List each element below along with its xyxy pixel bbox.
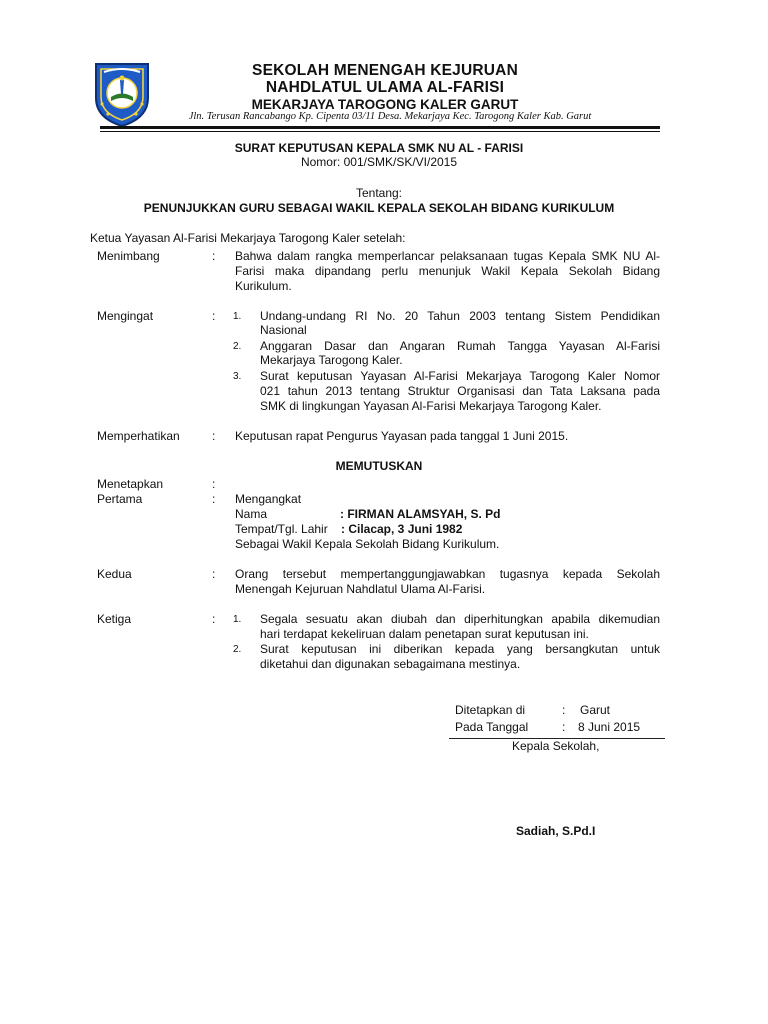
letterhead-rule-thin [100, 131, 660, 132]
school-location: MEKARJAYA TAROGONG KALER GARUT [251, 97, 519, 112]
mengingat-item-number: 3. [233, 371, 242, 382]
letterhead-rule-thick [100, 126, 660, 129]
school-address: Jln. Terusan Rancabango Kp. Cipenta 03/11 Desa. Mekarjaya Kec. Tarogong Kaler Kab. Garut [188, 111, 592, 122]
mengingat-item-number: 1. [233, 311, 242, 322]
kedua-line1: Orang tersebut mempertanggungjawabkan tugasnya kepada Sekolah [235, 567, 660, 581]
ketiga-item-line: diketahui dan digunakan sebagaimana mestinya. [260, 657, 521, 671]
menetapkan-colon: : [212, 477, 216, 491]
signature-name: Sadiah, S.Pd.I [516, 824, 596, 838]
ketiga-item-line: Surat keputusan ini diberikan kepada yang bersangkutan untuk [260, 642, 660, 656]
pertama-colon: : [212, 492, 216, 506]
decree-number: Nomor: 001/SMK/SK/VI/2015 [300, 155, 458, 169]
memperhatikan-text: Keputusan rapat Pengurus Yayasan pada tanggal 1 Juni 2015. [235, 429, 569, 443]
jabatan-text: Sebagai Wakil Kepala Sekolah Bidang Kurikulum. [235, 537, 500, 551]
decree-subject: PENUNJUKKAN GURU SEBAGAI WAKIL KEPALA SEKOLAH BIDANG KURIKULUM [143, 201, 615, 215]
ketiga-item-number: 1. [233, 614, 242, 625]
menimbang-line1: Bahwa dalam rangka memperlancar pelaksanaan tugas Kepala SMK NU Al- [235, 249, 660, 263]
memperhatikan-colon: : [212, 429, 216, 443]
pertama-label: Pertama [97, 492, 143, 506]
nama-label: Nama [235, 507, 268, 521]
ditetapkan-colon: : [562, 703, 566, 717]
ketiga-item-line: hari terdapat kekeliruan dalam penetapan surat keputusan ini. [260, 627, 589, 641]
menimbang-line2: Farisi maka dipandang perlu menunjuk Wakil Kepala Sekolah Bidang [235, 264, 660, 278]
mengingat-item-line: SMK di lingkungan Yayasan Al-Farisi Mekarjaya Tarogong Kaler. [260, 399, 602, 413]
kedua-line2: Menengah Kejuruan Nahdlatul Ulama Al-Farisi. [235, 582, 486, 596]
menetapkan-label: Menetapkan [97, 477, 164, 491]
intro-text: Ketua Yayasan Al-Farisi Mekarjaya Tarogong Kaler setelah: [90, 231, 406, 245]
tanggal-value: 8 Juni 2015 [578, 720, 641, 734]
ketiga-colon: : [212, 612, 216, 626]
mengingat-item-line: Nasional [260, 323, 307, 337]
mengingat-item-number: 2. [233, 341, 242, 352]
kedua-colon: : [212, 567, 216, 581]
mengingat-label: Mengingat [97, 309, 154, 323]
mengingat-item-line: Surat keputusan Yayasan Al-Farisi Mekarjaya Tarogong Kaler Nomor [260, 369, 660, 383]
signature-position: Kepala Sekolah, [512, 739, 600, 753]
nama-value: : FIRMAN ALAMSYAH, S. Pd [340, 507, 501, 521]
ketiga-label: Ketiga [97, 612, 132, 626]
mengingat-item-line: Anggaran Dasar dan Angaran Rumah Tangga Yayasan Al-Farisi [260, 339, 660, 353]
menimbang-colon: : [212, 249, 216, 263]
decree-heading: SURAT KEPUTUSAN KEPALA SMK NU AL - FARISI [234, 141, 524, 155]
school-name-line1: SEKOLAH MENENGAH KEJURUAN [252, 62, 518, 79]
menimbang-label: Menimbang [97, 249, 160, 263]
tanggal-colon: : [562, 720, 566, 734]
memperhatikan-label: Memperhatikan [97, 429, 180, 443]
menimbang-line3: Kurikulum. [235, 279, 292, 293]
memutuskan-heading: MEMUTUSKAN [335, 459, 423, 473]
kedua-label: Kedua [97, 567, 132, 581]
ttl-value: : Cilacap, 3 Juni 1982 [341, 522, 463, 536]
mengingat-item-line: Undang-undang RI No. 20 Tahun 2003 tentang Sistem Pendidikan [260, 309, 660, 323]
school-name-line2: NAHDLATUL ULAMA AL-FARISI [265, 79, 505, 96]
mengangkat-text: Mengangkat [235, 492, 302, 506]
ditetapkan-label: Ditetapkan di [455, 703, 526, 717]
ketiga-item-number: 2. [233, 644, 242, 655]
mengingat-item-line: 021 tahun 2013 tentang Struktur Organisasi dan Tata Laksana pada [260, 384, 660, 398]
ttl-label: Tempat/Tgl. Lahir [235, 522, 328, 536]
mengingat-item-line: Mekarjaya Tarogong Kaler. [260, 353, 403, 367]
ditetapkan-value: Garut [580, 703, 611, 717]
tentang-label: Tentang: [355, 186, 403, 200]
ketiga-item-line: Segala sesuatu akan diubah dan diperhitungkan apabila dikemudian [260, 612, 660, 626]
mengingat-colon: : [212, 309, 216, 323]
tanggal-label: Pada Tanggal [455, 720, 529, 734]
